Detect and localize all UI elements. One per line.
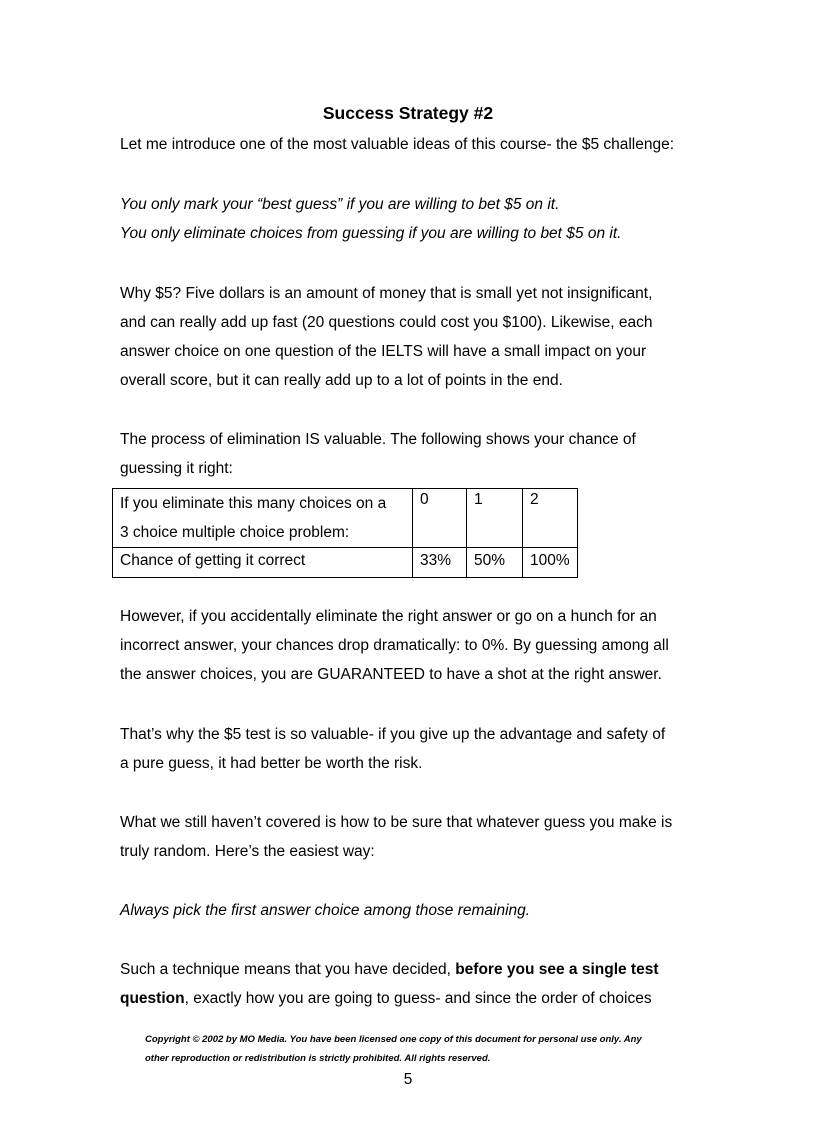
why-line-1: Why $5? Five dollars is an amount of money that is small yet not insignificant,: [120, 285, 653, 302]
table-cell: 33%: [413, 548, 467, 578]
row-label-eliminate: [113, 489, 413, 548]
table-cell: 50%: [467, 548, 523, 578]
table-cell: 0: [413, 489, 467, 548]
page-number: 5: [403, 1071, 413, 1088]
always-line: Always pick the first answer choice among those remaining.: [120, 902, 531, 919]
process-line-1: The process of elimination IS valuable. The following shows your chance of: [120, 431, 636, 448]
such-text: Such a technique means that you have decided,: [120, 961, 456, 978]
however-line-3: the answer choices, you are GUARANTEED to have a shot at the right answer.: [120, 666, 662, 683]
such-bold-text: before you see a single test: [455, 961, 659, 978]
however-line-2: incorrect answer, your chances drop dramatically: to 0%. By guessing among all: [120, 637, 669, 654]
table-row: [113, 548, 578, 578]
table-cell: 1: [467, 489, 523, 548]
rule-line-1: You only mark your “best guess” if you are willing to bet $5 on it.: [120, 196, 560, 213]
table-cell: 2: [523, 489, 578, 548]
process-line-2: guessing it right:: [120, 460, 233, 477]
thats-line-1: That’s why the $5 test is so valuable- if you give up the advantage and safety of: [120, 726, 666, 743]
intro-paragraph: Let me introduce one of the most valuable ideas of this course- the $5 challenge:: [120, 136, 675, 153]
thats-line-2: a pure guess, it had better be worth the risk.: [120, 755, 423, 772]
row-label-chance: Chance of getting it correct: [113, 548, 413, 578]
what-line-2: truly random. Here’s the easiest way:: [120, 843, 375, 860]
table-row: [113, 489, 578, 548]
why-line-4: overall score, but it can really add up to a lot of points in the end.: [120, 372, 563, 389]
such-text: , exactly how you are going to guess- and since the order of choices: [184, 990, 652, 1007]
row-label-line: If you eliminate this many choices on a: [120, 495, 387, 512]
chance-table: [112, 488, 578, 578]
why-line-2: and can really add up fast (20 questions could cost you $100). Likewise, each: [120, 314, 653, 331]
page-title: Success Strategy #2: [322, 103, 494, 123]
table-cell: 100%: [523, 548, 578, 578]
copyright-line-1: Copyright © 2002 by MO Media. You have been licensed one copy of this document for personal use only. Any: [145, 1034, 642, 1045]
such-line-1: [120, 961, 659, 979]
why-line-3: answer choice on one question of the IELTS will have a small impact on your: [120, 343, 647, 360]
row-label-line: 3 choice multiple choice problem:: [120, 524, 350, 541]
such-line-2: [120, 990, 652, 1008]
such-bold-text: question: [120, 990, 185, 1007]
rule-line-2: You only eliminate choices from guessing if you are willing to bet $5 on it.: [120, 225, 622, 242]
copyright-line-2: other reproduction or redistribution is strictly prohibited. All rights reserved.: [145, 1053, 491, 1064]
however-line-1: However, if you accidentally eliminate the right answer or go on a hunch for an: [120, 608, 657, 625]
what-line-1: What we still haven’t covered is how to be sure that whatever guess you make is: [120, 814, 673, 831]
